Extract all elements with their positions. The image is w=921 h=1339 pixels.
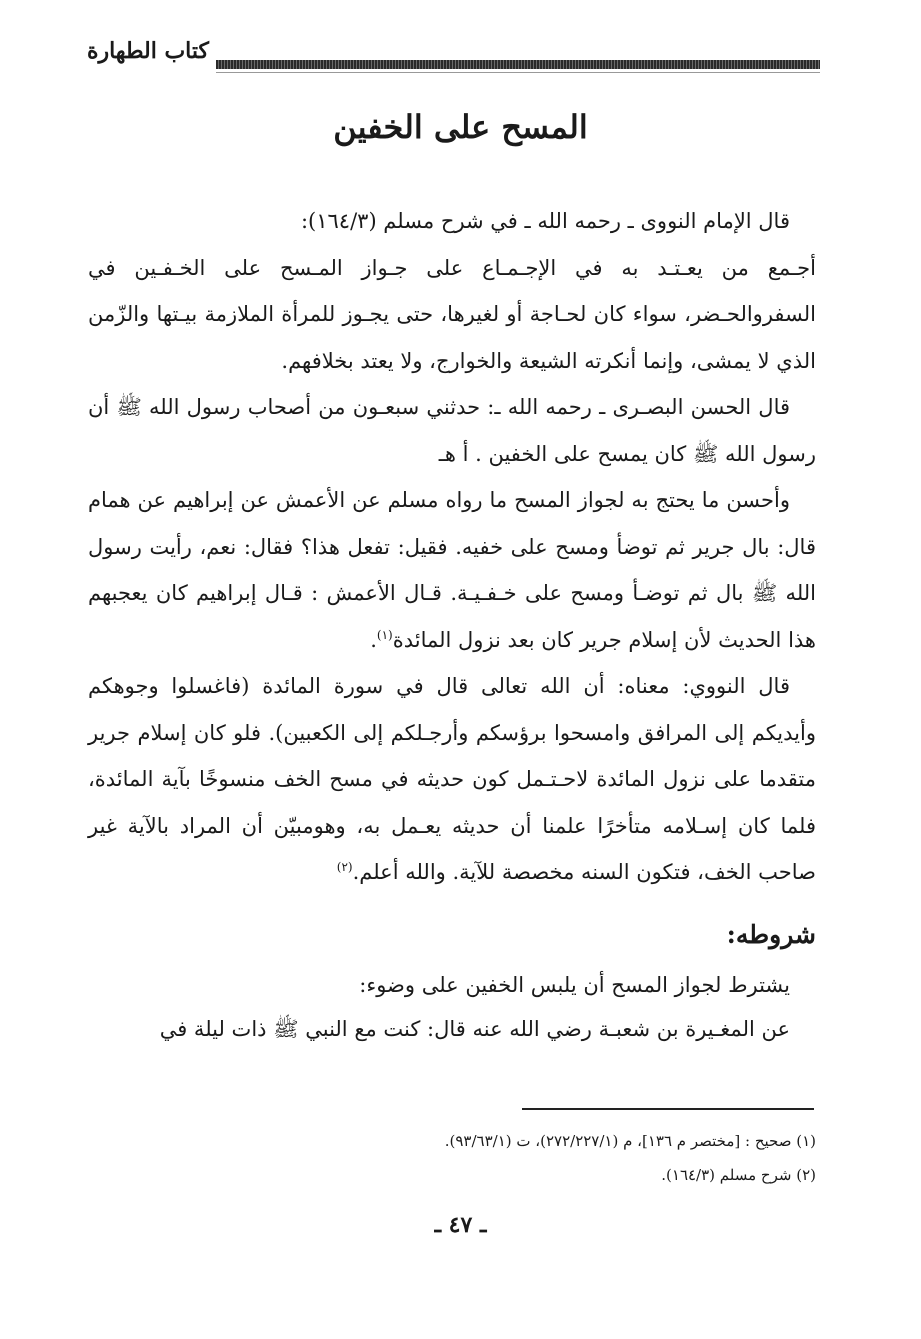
paragraph-nawawi-explanation	[88, 663, 816, 896]
paragraph-jarir-hadith: وأحسن ما يحتج به لجواز المسح ما رواه مسلم عن الأعمش عن إبراهيم عن همام قال: بال جرير ثم توضأ ومسح على خفيه. فقيل: تفعل هذا؟ فقال: نعم، رأيت رسول الله ﷺ بال ثم توضـأ ومسح على خـفـيـة. قـال الأعمش : قـال إبراهيم كان يعجبهم هذا الحديث لأن إسلام جرير كان بعد نزول المائدة$^{(١)}$.	[88, 488, 816, 652]
footnote-separator	[522, 1108, 814, 1110]
running-header-title: كتاب الطهارة	[86, 38, 209, 64]
page-number: ـ ٤٧ ـ	[434, 1212, 487, 1238]
footnote-2: (٢) شرح مسلم (١٦٤/٣).	[661, 1166, 816, 1184]
paragraph-ijma: أجـمع من يعـتـد به في الإجـمـاع على جـواز المـسح على الخـفـين في السفروالحـضر، سواء كان لحـاجة أو لغيرها، حتى يجـوز للمرأة الملازمة بيـتها والزّمن الذي لا يمشى، وإنما أنكرته الشيعة والخوارج، ولا يعتد بخلافهم.	[88, 255, 816, 373]
footnote-mark-2[interactable]: (٢)	[336, 860, 353, 874]
footnote-mark-1[interactable]: (١)	[376, 627, 393, 642]
footnote-1: (١) صحيح : [مختصر م ١٣٦]، م (٢٧٢/٢٢٧/١)، ت (٩٣/٦٣/١).	[444, 1132, 816, 1150]
paragraph-nawawi-explanation-text: قال النووي: معناه: أن الله تعالى قال في سورة المائدة (فاغسلوا وجوهكم وأيديكم إلى المرافق وامسحوا برؤسكم وأرجـلكم إلى الكعبين). فلو كان إسلام جرير متقدما على نزول المائدة لاحـتـمل كون حديثه في مسح الخف منسوخًا بآية المائدة، فلما كان إسـلامه متأخرًا علمنا أن حديثه يعـمل به، وهومبيّن أن المراد بالآية غير صاحب الخف، فتكون السنه مخصصة للآية. والله أعلم.	[88, 674, 816, 884]
section-line-2: عن المغـيرة بن شعبـة رضي الله عنه قال: كنت مع النبي ﷺ ذات ليلة في	[159, 1017, 790, 1041]
section-text	[88, 963, 816, 1051]
paragraph-hasan-basri: قال الحسن البصـرى ـ رحمه الله ـ: حدثني سبعـون من أصحاب رسول الله ﷺ أن رسول الله ﷺ كان يمسح على الخفين . أ هـ	[88, 395, 816, 466]
paragraph-nawawi-intro: قال الإمام النووى ـ رحمه الله ـ في شرح مسلم (١٦٤/٣):	[300, 209, 790, 233]
header-rule-thin	[216, 72, 820, 73]
section-heading: شروطه:	[726, 920, 816, 949]
main-text	[88, 198, 816, 896]
header-rule	[216, 60, 820, 69]
chapter-title: المسح على الخفين	[333, 108, 588, 146]
footnotes	[88, 1124, 816, 1192]
section-line-1: يشترط لجواز المسح أن يلبس الخفين على وضوء:	[359, 973, 790, 997]
paragraph-jarir-text: وأحسن ما يحتج به لجواز المسح ما رواه مسلم عن الأعمش عن إبراهيم عن همام قال: بال جرير ثم توضأ ومسح على خفيه. فقيل: تفعل هذا؟ فقال: نعم، رأيت رسول الله ﷺ بال ثم توضـأ ومسح على خـفـيـة. قـال الأعمش : قـال إبراهيم كان يعجبهم هذا الحديث لأن إسلام جرير كان بعد نزول المائدة	[88, 488, 816, 652]
